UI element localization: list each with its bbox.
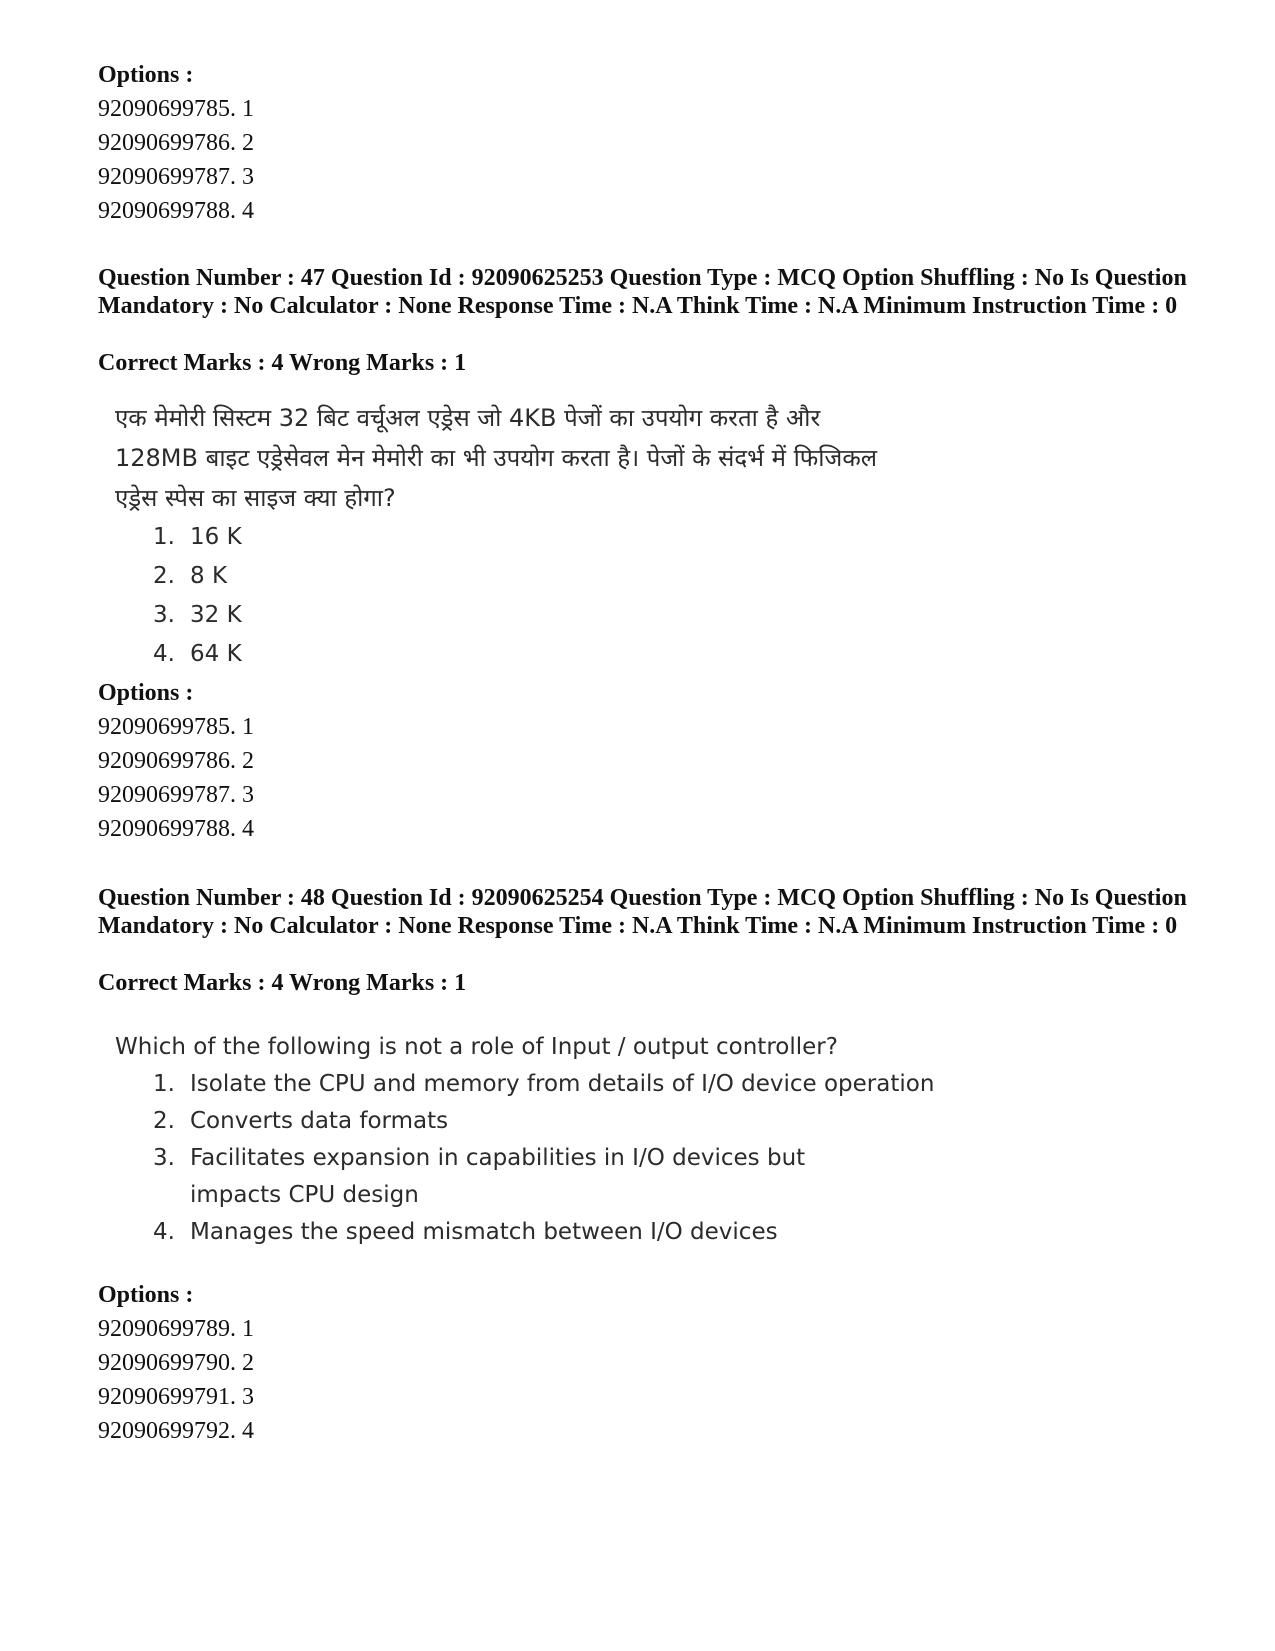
choice-number: 1. <box>153 1071 175 1097</box>
options-title: Options : <box>98 1282 194 1308</box>
option-line: 92090699786. 2 <box>98 748 254 774</box>
answer-choice <box>115 1140 890 1214</box>
choice-text: 32 K <box>190 602 242 628</box>
choice-number: 4. <box>153 1219 175 1245</box>
answer-choice <box>115 1066 975 1103</box>
answer-choice <box>115 1103 975 1140</box>
question-48-text: Which of the following is not a role of Input / output controller? <box>115 1034 838 1060</box>
previous-question-options <box>98 58 254 228</box>
option-line: 92090699787. 3 <box>98 782 254 808</box>
option-line: 92090699790. 2 <box>98 1350 254 1376</box>
choice-number: 3. <box>153 602 175 628</box>
question-47-header: Question Number : 47 Question Id : 92090625253 Question Type : MCQ Option Shuffling : No Is Question Mandatory : No Calculator : None Response Time : N.A Think Time : N.A Minimum Instruction Time : 0 <box>98 265 1187 319</box>
choice-number: 4. <box>153 641 175 667</box>
question-47-options <box>98 676 254 846</box>
answer-choice <box>115 557 975 596</box>
question-47-text-line: 128MB बाइट एड्रेसेवल मेन मेमोरी का भी उपयोग करता है। पेजों के संदर्भ में फिजिकल <box>115 444 878 472</box>
choice-text: 64 K <box>190 641 242 667</box>
question-48-marks: Correct Marks : 4 Wrong Marks : 1 <box>98 970 467 996</box>
choice-number: 3. <box>153 1145 175 1171</box>
choice-text: Facilitates expansion in capabilities in I/O devices but impacts CPU design <box>190 1145 806 1208</box>
question-47-marks: Correct Marks : 4 Wrong Marks : 1 <box>98 350 467 376</box>
question-48-options <box>98 1278 254 1448</box>
question-47-text-line: एड्रेस स्पेस का साइज क्या होगा? <box>115 484 396 512</box>
options-title: Options : <box>98 62 194 88</box>
option-line: 92090699788. 4 <box>98 816 254 842</box>
option-line: 92090699787. 3 <box>98 164 254 190</box>
choice-number: 1. <box>153 524 175 550</box>
choice-number: 2. <box>153 1108 175 1134</box>
question-47-text-line: एक मेमोरी सिस्टम 32 बिट वर्चूअल एड्रेस जो 4KB पेजों का उपयोग करता है और <box>115 404 821 432</box>
answer-choice <box>115 635 975 674</box>
options-title: Options : <box>98 680 194 706</box>
answer-choice <box>115 518 975 557</box>
option-line: 92090699785. 1 <box>98 96 254 122</box>
option-line: 92090699789. 1 <box>98 1316 254 1342</box>
answer-choice <box>115 1214 975 1251</box>
option-line: 92090699785. 1 <box>98 714 254 740</box>
option-line: 92090699791. 3 <box>98 1384 254 1410</box>
choice-text: Isolate the CPU and memory from details of I/O device operation <box>190 1071 935 1097</box>
answer-choice <box>115 596 975 635</box>
choice-text: 8 K <box>190 563 228 589</box>
choice-text: Converts data formats <box>190 1108 449 1134</box>
question-48-body <box>115 1028 975 1251</box>
choice-text: 16 K <box>190 524 242 550</box>
option-line: 92090699788. 4 <box>98 198 254 224</box>
option-line: 92090699786. 2 <box>98 130 254 156</box>
choice-text: Manages the speed mismatch between I/O devices <box>190 1219 778 1245</box>
question-47-body <box>115 398 975 674</box>
choice-number: 2. <box>153 563 175 589</box>
option-line: 92090699792. 4 <box>98 1418 254 1444</box>
question-48-header: Question Number : 48 Question Id : 92090625254 Question Type : MCQ Option Shuffling : No Is Question Mandatory : No Calculator : None Response Time : N.A Think Time : N.A Minimum Instruction Time : 0 <box>98 885 1187 939</box>
